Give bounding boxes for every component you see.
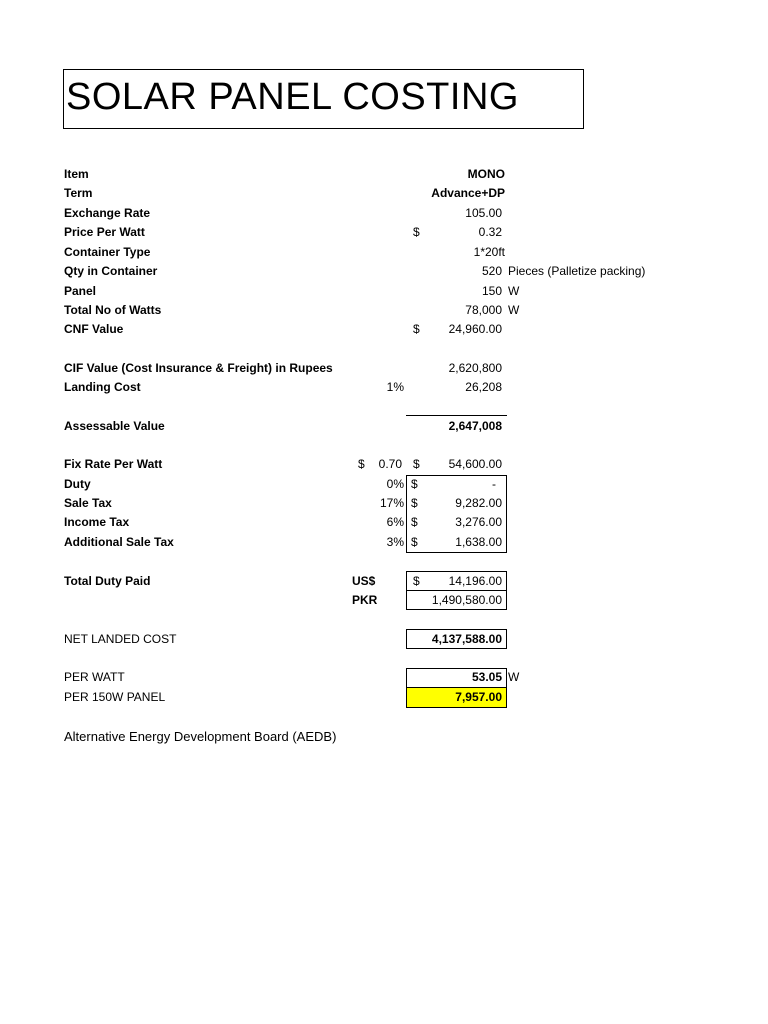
item-label: Item [64,167,89,181]
sale-tax-value: 9,282.00 [455,496,502,510]
net-landed-cost-label: NET LANDED COST [64,632,177,646]
total-watts-unit: W [508,303,520,317]
fix-rate-currency: $ [413,457,420,471]
price-per-watt-label: Price Per Watt [64,225,145,239]
fix-rate-label: Fix Rate Per Watt [64,457,163,471]
landing-cost-label: Landing Cost [64,380,141,394]
sale-tax-rate: 17% [379,496,404,510]
sum-line [406,415,507,416]
cnf-value-value: 24,960.00 [448,322,502,336]
duty-label: Duty [64,477,91,491]
additional-sale-tax-rate: 3% [386,535,404,549]
exchange-rate-value: 105.00 [465,206,502,220]
fix-rate-value: 54,600.00 [448,457,502,471]
additional-sale-tax-value: 1,638.00 [455,535,502,549]
per-watt-unit: W [508,670,520,684]
qty-value: 520 [481,264,502,278]
per-panel-value: 7,957.00 [455,690,502,704]
panel-unit: W [508,284,520,298]
total-watts-label: Total No of Watts [64,303,162,317]
price-per-watt-value: 0.32 [478,225,502,239]
assessable-value-label: Assessable Value [64,419,165,433]
panel-label: Panel [64,284,97,298]
total-duty-usd-unit: US$ [352,574,376,588]
net-landed-cost-value: 4,137,588.00 [431,632,502,646]
total-duty-label: Total Duty Paid [64,574,151,588]
assessable-value-value: 2,647,008 [448,419,502,433]
qty-unit: Pieces (Palletize packing) [508,264,646,278]
title-box [63,69,584,129]
duty-value: - [492,477,496,491]
sale-tax-label: Sale Tax [64,496,112,510]
total-duty-usd-currency: $ [413,574,420,588]
income-tax-rate: 6% [386,515,404,529]
price-per-watt-currency: $ [413,225,420,239]
per-unit-divider [406,687,507,688]
total-duty-usd-value: 14,196.00 [448,574,502,588]
total-duty-pkr-unit: PKR [352,593,378,607]
per-watt-label: PER WATT [64,670,125,684]
cif-value-label: CIF Value (Cost Insurance & Freight) in Rupees [64,361,333,375]
additional-sale-tax-currency: $ [411,535,418,549]
term-label: Term [64,186,93,200]
landing-cost-rate: 1% [386,380,404,394]
additional-sale-tax-label: Additional Sale Tax [64,535,174,549]
per-watt-value: 53.05 [471,670,502,684]
landing-cost-value: 26,208 [465,380,502,394]
total-duty-divider [406,590,507,591]
cnf-value-currency: $ [413,322,420,336]
fix-rate-rate: 0.70 [378,457,402,471]
item-value: MONO [467,167,505,181]
income-tax-label: Income Tax [64,515,130,529]
fix-rate-rate-currency: $ [358,457,365,471]
sale-tax-currency: $ [411,496,418,510]
page-title: SOLAR PANEL COSTING [66,76,519,118]
total-duty-pkr-value: 1,490,580.00 [431,593,502,607]
container-type-value: 1*20ft [473,245,505,259]
duty-rate: 0% [386,477,404,491]
income-tax-currency: $ [411,515,418,529]
cif-value-value: 2,620,800 [448,361,502,375]
term-value: Advance+DP [431,186,505,200]
footer-note: Alternative Energy Development Board (AEDB) [64,729,337,744]
panel-value: 150 [481,284,502,298]
income-tax-value: 3,276.00 [455,515,502,529]
total-watts-value: 78,000 [465,303,502,317]
per-panel-label: PER 150W PANEL [64,690,166,704]
qty-label: Qty in Container [64,264,158,278]
cnf-value-label: CNF Value [64,322,124,336]
duty-currency: $ [411,477,418,491]
container-type-label: Container Type [64,245,151,259]
exchange-rate-label: Exchange Rate [64,206,151,220]
